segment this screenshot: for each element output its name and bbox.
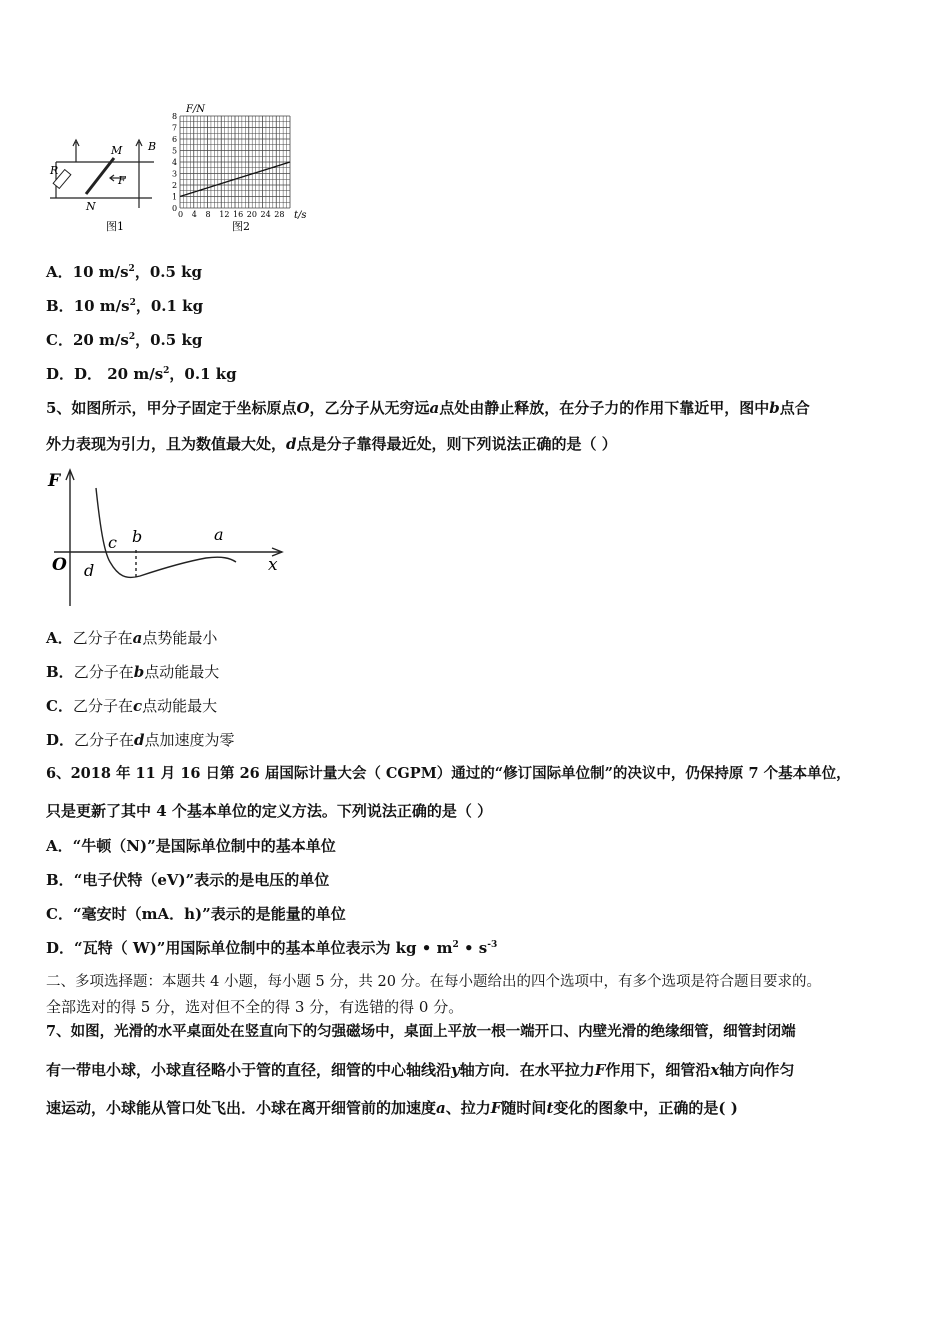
point-c-label: c	[108, 533, 117, 552]
q7-stem-line2: 有一带电小球，小球直径略小于管的直径，细管的中心轴线沿y轴方向．在水平拉力F作用下，细管沿x轴方向作匀	[46, 1061, 795, 1079]
x-tick-label: 8	[205, 210, 211, 219]
x-tick-label: 0	[178, 210, 184, 219]
fig1-label-f: F	[118, 174, 126, 187]
point-a-label: a	[214, 525, 224, 544]
q4-option-b: B．10 $m/s^2$，0.1 kg	[46, 297, 204, 315]
y-tick-label: 7	[172, 123, 178, 133]
q4-option-d: D．D． 20 $m/s^2$，0.1 kg	[46, 365, 237, 383]
y-tick-label: 3	[172, 169, 178, 179]
section2-line1: 二、多项选择题：本题共 4 小题，每小题 5 分，共 20 分。在每小题给出的四个选项中，有多个选项是符合题目要求的。	[46, 974, 822, 990]
x-tick-label: 20	[246, 210, 257, 219]
q6-option-d: D．“瓦特（ W)”用国际单位制中的基本单位表示为 kg • $m^2$ • $s^{-3}$	[46, 939, 498, 957]
origin-label: O	[52, 555, 67, 575]
x-tick-label: 4	[191, 210, 197, 219]
chart-x-axis-label: t/s	[294, 210, 307, 221]
q5-option-b: B．乙分子在b点动能最大	[46, 663, 220, 681]
fig1-label-n: N	[86, 200, 96, 213]
q6-stem-line1: 6、2018 年 11 月 16 日第 26 届国际计量大会（ CGPM）通过的“修订国际单位制”的决议中，仍保持原 7 个基本单位，	[46, 765, 851, 782]
x-axis-label: x	[268, 555, 278, 575]
fig1-label-b: B	[148, 140, 157, 153]
q5-option-c: C．乙分子在c点动能最大	[46, 697, 218, 715]
y-tick-label: 2	[172, 181, 178, 190]
figure-5-force-curve	[44, 466, 294, 612]
fig1-label-r: R	[50, 164, 59, 177]
q5-stem-line1: 5、如图所示，甲分子固定于坐标原点O，乙分子从无穷远a点处由静止释放，在分子力的作用下靠近甲，图中b点合	[46, 399, 810, 417]
y-tick-label: 6	[172, 135, 178, 144]
point-b-label: b	[132, 527, 143, 546]
q6-option-a: A．“牛顿（N)”是国际单位制中的基本单位	[46, 837, 336, 855]
figure-1	[44, 132, 174, 238]
y-tick-label: 4	[172, 158, 178, 167]
fig1-label-m: M	[111, 144, 123, 157]
x-tick-label: 12	[219, 210, 230, 219]
figure-2-chart	[168, 100, 313, 236]
point-d-label: d	[84, 561, 95, 580]
fig2-caption: 图2	[232, 220, 250, 233]
q6-stem-line2: 只是更新了其中 4 个基本单位的定义方法。下列说法正确的是（ ）	[46, 802, 493, 820]
q7-stem-line3: 速运动，小球能从管口处飞出．小球在离开细管前的加速度a、拉力F随时间t变化的图象中，正确的是( )	[46, 1099, 738, 1117]
y-tick-label: 8	[172, 112, 178, 121]
fig1-caption: 图1	[106, 220, 124, 233]
q6-option-b: B．“电子伏特（eV)”表示的是电压的单位	[46, 871, 330, 889]
q4-option-c: C．20 $m/s^2$，0.5 kg	[46, 331, 203, 349]
q7-stem-line1: 7、如图，光滑的水平桌面处在竖直向下的匀强磁场中，桌面上平放一根一端开口、内壁光滑的绝缘细管，细管封闭端	[46, 1023, 796, 1040]
q4-option-a: A．10 $m/s^2$，0.5 kg	[46, 263, 203, 281]
y-tick-label: 0	[172, 204, 178, 213]
q5-option-d: D．乙分子在d点加速度为零	[46, 731, 235, 749]
y-tick-label: 1	[172, 192, 178, 202]
section2-line2: 全部选对的得 5 分，选对但不全的得 3 分，有选错的得 0 分。	[46, 998, 464, 1016]
q6-option-c: C．“毫安时（mA．h)”表示的是能量的单位	[46, 905, 346, 923]
x-tick-label: 24	[260, 210, 271, 219]
q5-option-a: A．乙分子在a点势能最小	[46, 629, 218, 647]
q5-stem-line2: 外力表现为引力，且为数值最大处，d点是分子靠得最近处，则下列说法正确的是（ ）	[46, 435, 617, 453]
y-tick-label: 5	[172, 146, 178, 156]
f-axis-label: F	[48, 471, 61, 491]
x-tick-label: 16	[233, 210, 244, 219]
x-tick-label: 28	[274, 210, 285, 219]
chart-y-axis-label: F/N	[186, 104, 206, 115]
